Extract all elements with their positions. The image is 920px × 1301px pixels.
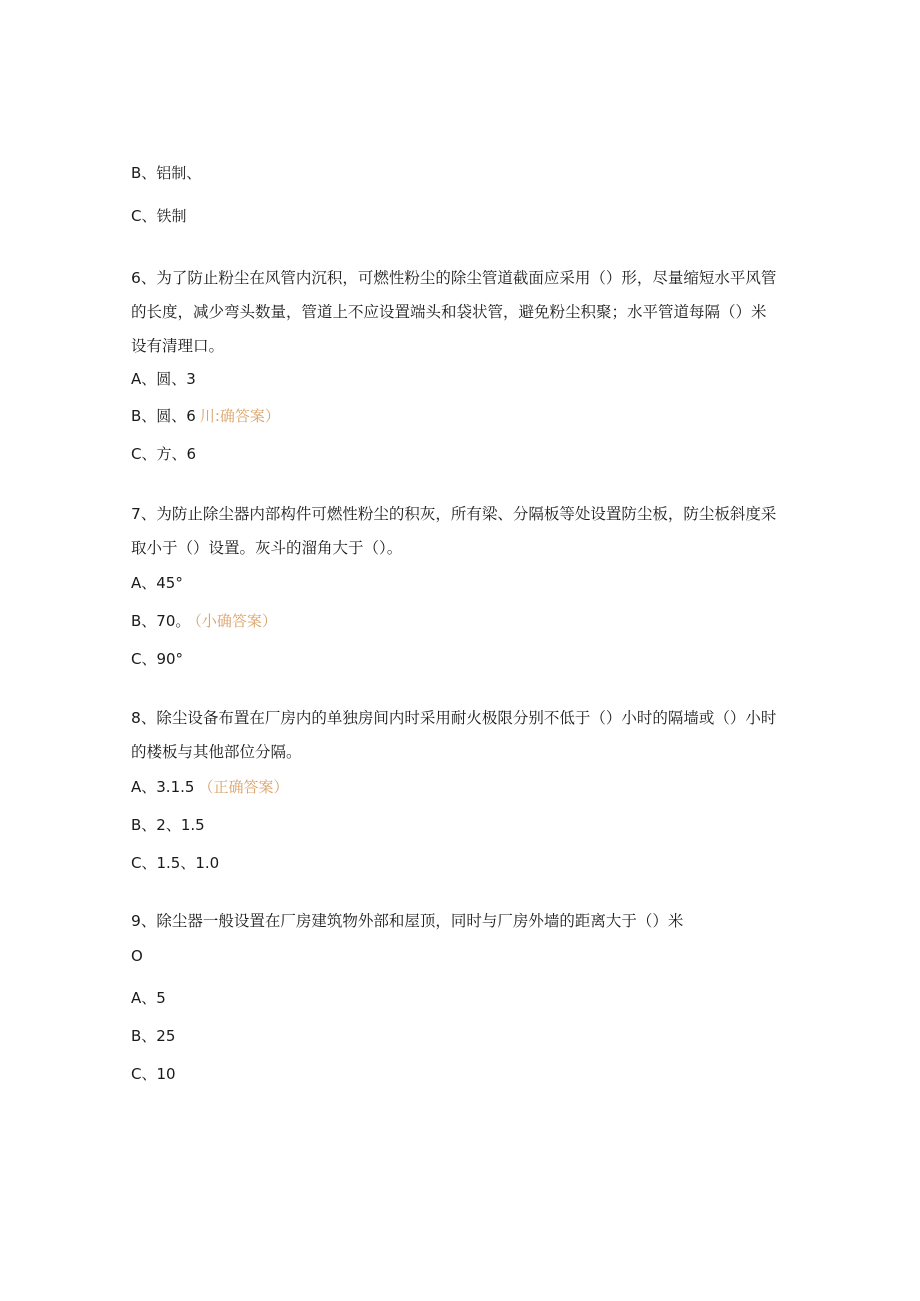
- q6-option-a: A、圆、3: [131, 370, 196, 388]
- q6-option-b-text: B、圆、6: [131, 407, 196, 425]
- question-9-continuation: O: [131, 947, 143, 965]
- q8-option-a: [131, 777, 288, 797]
- question-8: 8、除尘设备布置在厂房内的单独房间内时采用耐火极限分别不低于（）小时的隔墙或（）小时的楼板与其他部位分隔。: [131, 709, 777, 761]
- correct-answer-tag: （小确答案）: [194, 612, 277, 630]
- q9-option-b: B、25: [131, 1027, 176, 1045]
- question-6: 6、为了防止粉尘在风管内沉积，可燃性粉尘的除尘管道截面应采用（）形，尽量缩短水平风管的长度，减少弯头数量，管道上不应设置端头和袋状管，避免粉尘积聚；水平管道每隔（）米设有清理口。: [131, 269, 777, 355]
- question-9: 9、除尘器一般设置在厂房建筑物外部和屋顶，同时与厂房外墙的距离大于（）米: [131, 912, 684, 930]
- option-b-aluminum: B、铝制、: [131, 164, 202, 182]
- q9-option-a: A、5: [131, 989, 166, 1007]
- option-c-iron: C、铁制: [131, 207, 187, 225]
- q6-option-c: C、方、6: [131, 445, 197, 463]
- q8-option-a-text: A、3.1.5: [131, 778, 195, 796]
- q7-option-b: [131, 611, 277, 631]
- q8-option-b: B、2、1.5: [131, 816, 205, 834]
- correct-answer-tag: （正确答案）: [198, 778, 289, 796]
- q7-option-c: C、90°: [131, 650, 184, 668]
- q6-option-b: [131, 406, 280, 426]
- q9-option-c: C、10: [131, 1065, 176, 1083]
- correct-answer-tag: 川:确答案）: [199, 407, 280, 425]
- q7-option-b-text: B、70。: [131, 612, 191, 630]
- q8-option-c: C、1.5、1.0: [131, 854, 220, 872]
- question-7: 7、为防止除尘器内部构件可燃性粉尘的积灰，所有梁、分隔板等处设置防尘板，防尘板斜度采取小于（）设置。灰斗的溜角大于（）。: [131, 505, 777, 557]
- q7-option-a: A、45°: [131, 574, 183, 592]
